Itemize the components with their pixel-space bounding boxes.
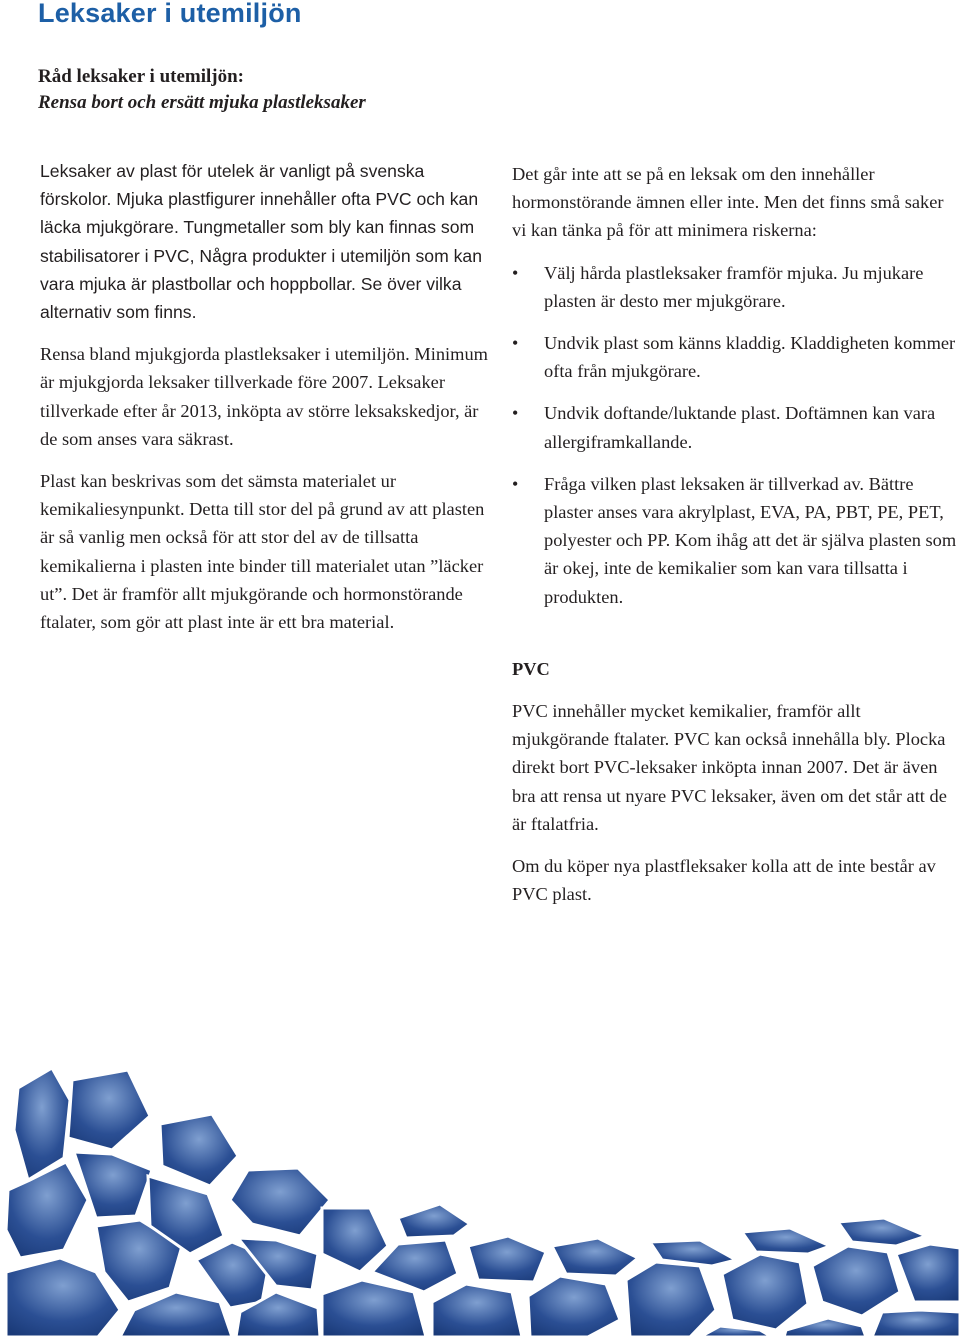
mosaic-tile (432, 1284, 522, 1337)
paragraph-plast: Plast kan beskrivas som det sämsta materialet ur kemikaliesynpunkt. Detta till stor del på grund av att plasten är så vanlig men också för att stor del av de tillsatta kemikalierna i plasten inte binder till materialet utan ”läcker ut”. Det är framför allt mjukgörande och hormonstörande ftalater, som gör att plast inte är ett bra material. (40, 471, 485, 633)
mosaic-tile (468, 1236, 546, 1282)
bullet-icon: • (512, 473, 519, 494)
mosaic-tile (68, 1070, 150, 1150)
advice-subheading: Rensa bort och ersätt mjuka plastleksaker (38, 92, 366, 113)
decorative-mosaic-graphic (0, 1040, 960, 1337)
paragraph-intro-right: Det går inte att se på en leksak om den innehåller hormonstörande ämnen eller inte. Men det finns små saker vi kan tänka på för att minimera riskerna: (512, 164, 944, 241)
mosaic-tile (6, 1162, 88, 1258)
mosaic-tile (838, 1218, 926, 1246)
bullet-icon: • (512, 262, 519, 283)
mosaic-tile (160, 1114, 238, 1186)
mosaic-tile (896, 1244, 960, 1302)
mosaic-tile (742, 1228, 830, 1254)
mosaic-tile (722, 1254, 808, 1330)
paragraph-pvc: PVC innehåller mycket kemikalier, framför allt mjukgörande ftalater. PVC kan också innehålla bly. Plocka direkt bort PVC-leksaker inköpta innan 2007. Det är även bra att rensa ut nyare PVC leksaker, även om det står att de är ftalatfria. (512, 701, 947, 834)
intro-paragraph: Leksaker av plast för utelek är vanligt på svenska förskolor. Mjuka plastfigurer innehåller ofta PVC och kan läcka mjukgörare. Tungmetaller som bly kan finnas som stabilisatorer i PVC, Några produkter i utemiljön som kan vara mjuka är plastbollar och hoppbollar. Se över vilka alternativ som finns. (40, 161, 482, 323)
list-item-text: Undvik doftande/luktande plast. Doftämnen kan vara allergiframkallande. (544, 403, 936, 452)
list-item-text: Välj hårda plastleksaker framför mjuka. Ju mjukare plasten är desto mer mjukgörare. (544, 262, 924, 311)
mosaic-tile (398, 1204, 470, 1238)
tips-list (512, 259, 960, 611)
bullet-icon: • (512, 403, 519, 424)
list-item (512, 329, 960, 385)
paragraph-rensa: Rensa bland mjukgjorda plastleksaker i utemiljön. Minimum är mjukgjorda leksaker tillverkade före 2007. Leksaker tillverkade efter år 2013, inköpta av större leksakskedjor, är de som anses vara säkrast. (40, 344, 488, 449)
advice-heading: Råd leksaker i utemiljön: (38, 66, 245, 87)
list-item (512, 470, 960, 611)
pvc-heading: PVC (512, 658, 550, 679)
list-item (512, 259, 960, 315)
mosaic-tile (322, 1280, 426, 1337)
mosaic-tile (552, 1238, 638, 1276)
paragraph-pvc-advice: Om du köper nya plastfleksaker kolla att de inte består av PVC plast. (512, 856, 936, 905)
mosaic-tile (322, 1208, 388, 1272)
right-column (512, 160, 960, 908)
mosaic-tile (784, 1318, 866, 1337)
list-item-text: Undvik plast som känns kladdig. Kladdigheten kommer ofta från mjukgörare. (544, 333, 956, 382)
mosaic-tile (626, 1262, 716, 1337)
advice-box (38, 64, 366, 116)
left-column (40, 157, 490, 636)
mosaic-tile (872, 1310, 960, 1337)
mosaic-tile (528, 1276, 620, 1337)
mosaic-tile (812, 1246, 900, 1316)
mosaic-tile (230, 1168, 330, 1236)
bullet-icon: • (512, 333, 519, 354)
list-item-text: Fråga vilken plast leksaken är tillverkad av. Bättre plaster anses vara akrylplast, EVA, PA, PBT, PE, PET, polyester och PP. Kom ihåg att det är själva plasten som är okej, inte de kemikalier som kan vara tillsatta i produkten. (544, 473, 957, 607)
page-title: Leksaker i utemiljön (38, 0, 302, 28)
list-item (512, 399, 960, 455)
